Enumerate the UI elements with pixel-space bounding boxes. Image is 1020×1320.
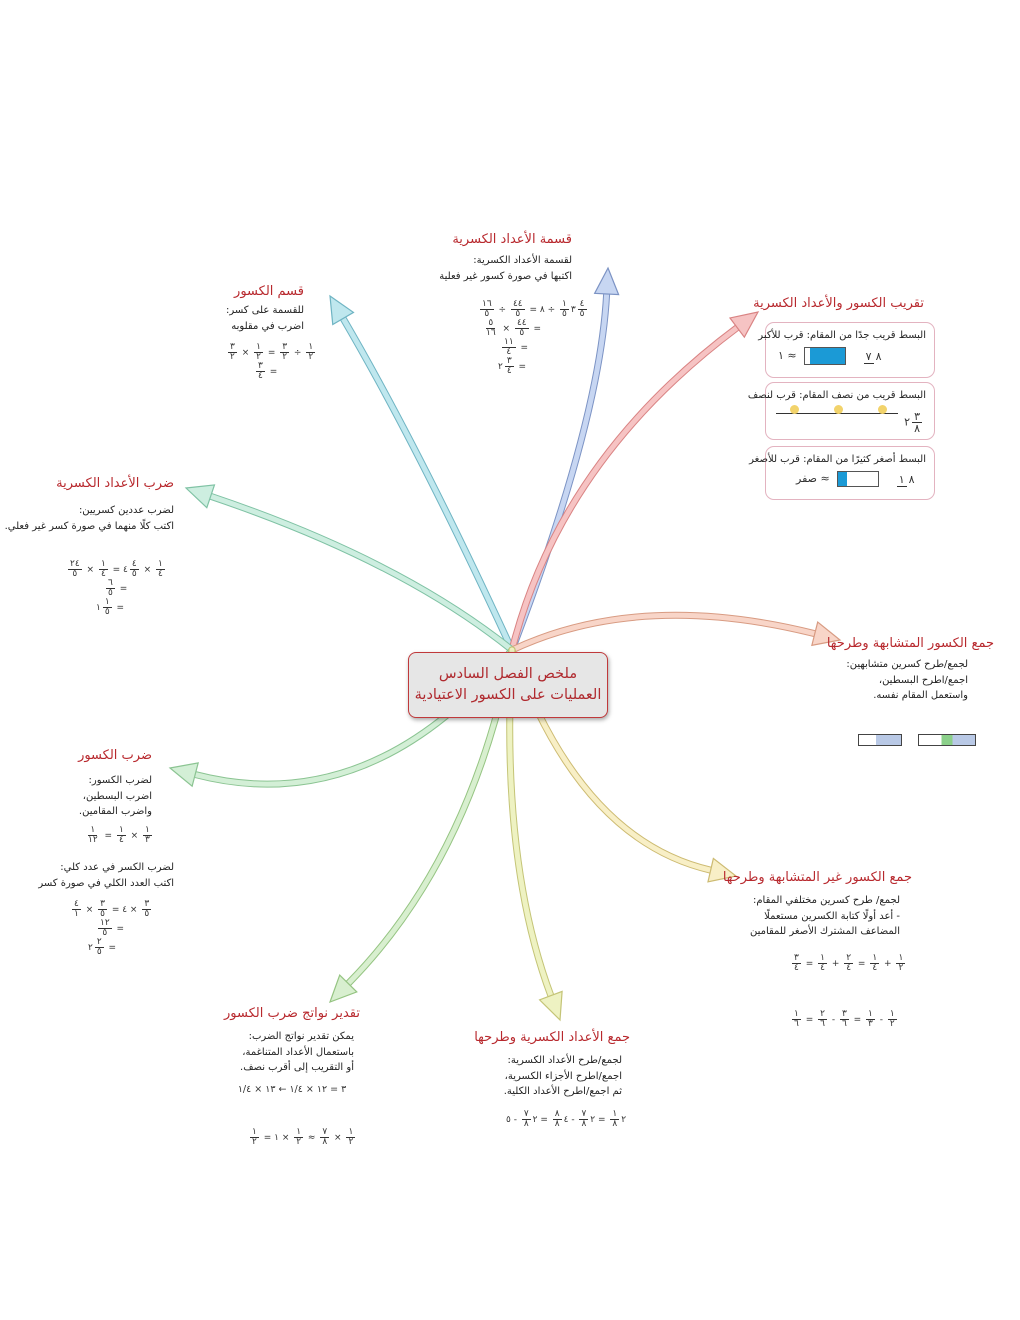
denominator: ٨ [908, 472, 915, 486]
node-multiply-fractions [78, 748, 152, 820]
desc-line: اجمع/اطرح البسطين، [878, 674, 968, 686]
fraction-bar-model [837, 471, 879, 487]
node-description [827, 657, 994, 704]
desc-line: واضرب المقامين. [78, 806, 152, 817]
desc-line: لجمع/طرح كسرين متشابهين: [846, 659, 968, 670]
node-description [5, 503, 174, 534]
node-description [439, 253, 572, 284]
worked-example-estimate-half: ١ ٢ = ١ × ١ ٢ ≈ ٧ ٨ × ١ ٢ [252, 1127, 354, 1147]
worked-example-divide-fractions: ٣ ٢ × ١ ٢ = ٣ ٢ ÷ ١ ٢ ٣ ٤ = [230, 342, 314, 381]
box-text: البسط قريب من نصف المقام: قرب لنصف [747, 390, 926, 401]
center-title-line1: ملخص الفصل السادس [438, 665, 578, 682]
desc-line: لضرب الكسر في عدد كلي: [60, 862, 174, 873]
numerator: ٣ [914, 410, 920, 423]
arrow-to-multiply-mixed [186, 485, 512, 650]
desc-line: اجمع/اطرح الأجزاء الكسرية، [504, 1070, 622, 1082]
desc-line: ثم اجمع/اطرح الأعداد الكلية. [503, 1086, 622, 1097]
node-description [38, 860, 174, 891]
center-title-line2: العمليات على الكسور الاعتيادية [414, 687, 602, 703]
number-line-marker [878, 405, 887, 414]
number-line-marker [790, 405, 799, 414]
worked-example-unlike-add: ٣ ٤ = ١ ٤ + ٢ ٤ = ١ ٤ + ١ ٢ [794, 953, 904, 973]
desc-line: لجمع/طرح الأعداد الكسرية: [507, 1055, 622, 1066]
node-multiply-mixed-numbers [5, 476, 174, 534]
worked-example-divide-mixed: ١٦ ٥ ÷ ٤٤ ٥ = ٣ ١ ٥ ÷ ٨ ٤ ٥ ٥ ١٦ × ٤٤ ٥ = ١١ ٤ = ٢ ٣ ٤ = [482, 299, 585, 376]
box-math [904, 411, 924, 434]
desc-line: اضرب البسطين، [82, 790, 152, 802]
desc-line: لقسمة الأعداد الكسرية: [473, 255, 572, 266]
arrow-to-like-fractions [512, 615, 840, 650]
desc-line: لضرب الكسور: [88, 775, 152, 786]
desc-line: للقسمة على كسر: [225, 305, 304, 316]
desc-line: يمكن تقدير نواتج الضرب: [248, 1031, 354, 1042]
fraction-bar-model [804, 347, 846, 365]
node-title: قسم الكسور [234, 284, 304, 299]
desc-line: - أعد أولًا كتابة الكسرين مستعملًا [764, 910, 900, 922]
node-description [723, 893, 912, 940]
node-unlike-fractions [723, 870, 912, 940]
node-description [226, 303, 304, 334]
addition-bar-model [918, 734, 976, 746]
node-title: تقريب الكسور والأعداد الكسرية [753, 296, 924, 311]
box-result: صفر ≈ [796, 472, 830, 485]
box-result: ١ ≈ [778, 349, 797, 362]
node-description [78, 773, 152, 820]
node-description [474, 1053, 630, 1100]
node-divide-mixed-numbers [439, 232, 572, 284]
desc-line: اكتب كلًا منهما في صورة كسر غير فعلي. [4, 520, 174, 532]
desc-line: المضاعف المشترك الأصغر للمقامين [749, 926, 900, 937]
denominator: ٨ [914, 422, 920, 435]
worked-example-unlike-subtract: ١ ٦ = ٢ ٦ - ٣ ٦ = ١ ٣ - ١ ٢ [794, 1009, 895, 1029]
node-add-mixed-numbers [474, 1030, 630, 1100]
desc-line: باستعمال الأعداد المتناغمة، [242, 1046, 354, 1058]
node-title: ضرب الكسور [78, 748, 152, 763]
node-title: جمع الكسور المتشابهة وطرحها [826, 636, 994, 651]
rounding-box-round-down [749, 446, 935, 500]
desc-line: واستعمل المقام نفسه. [873, 690, 968, 701]
desc-line: أو التقريب إلى أقرب نصف. [240, 1062, 354, 1073]
worked-example-multiply-fractions: ١ ١٢ = ١ ٤ × ١ ٣ [88, 825, 150, 845]
box-math [796, 471, 919, 487]
worked-example-multiply-mixed: ٢٤ ٥ × ١ ٤ = ٤ ٤ ٥ × ١ ٤ ٦ ٥ = ١ ١ ٥ = [70, 559, 163, 617]
desc-line: اكتب العدد الكلي في صورة كسر [38, 877, 174, 889]
node-title: قسمة الأعداد الكسرية [452, 232, 572, 247]
box-text: البسط قريب جدًا من المقام: قرب للأكبر [758, 330, 926, 341]
node-divide-fractions [226, 284, 304, 334]
desc-line: لجمع/ طرح كسرين مختلفي المقام: [752, 895, 900, 906]
desc-line: لضرب عددين كسريين: [78, 505, 174, 516]
box-math [778, 347, 885, 365]
numerator: ١ [898, 472, 905, 486]
rounding-box-round-half [747, 382, 935, 440]
center-topic [408, 652, 608, 718]
worked-example-subtract-mixed: ٢ ١ ٨ = ٢ ٧ ٨ - ٤ ٨ ٨ = ٢ ٧ ٨ - ٥ [506, 1109, 627, 1129]
node-rounding [753, 296, 924, 311]
desc-line: اكتبها في صورة كسور غير فعلية [439, 270, 572, 282]
node-title: ضرب الأعداد الكسرية [56, 476, 174, 491]
node-title: جمع الكسور غير المتشابهة وطرحها [722, 870, 912, 885]
desc-line: اضرب في مقلوبه [231, 320, 304, 332]
number-line-marker [834, 405, 843, 414]
worked-example-multiply-whole: ٤ ١ × ٣ ٥ = ٤ × ٣ ٥ ١٢ ٥ = ٢ ٢ ٥ = [74, 899, 150, 957]
denominator: ٨ [875, 349, 882, 363]
node-description [224, 1029, 360, 1076]
box-text: البسط أصغر كثيرًا من المقام: قرب للأصغر [749, 454, 926, 465]
subtraction-bar-model [858, 734, 902, 746]
node-title: تقدير نواتج ضرب الكسور [224, 1006, 360, 1021]
whole-number: ٢ [904, 415, 911, 429]
estimate-example-harmonic: ٣ = ١٢ × ١/٤ ← ١٣ × ١/٤ [237, 1083, 347, 1095]
node-title: جمع الأعداد الكسرية وطرحها [474, 1030, 630, 1045]
node-like-fractions [827, 636, 994, 704]
node-estimate-products [224, 1006, 360, 1096]
numerator: ٧ [865, 349, 872, 363]
rounding-box-round-up [758, 322, 935, 378]
node-multiply-whole-number [38, 860, 174, 891]
